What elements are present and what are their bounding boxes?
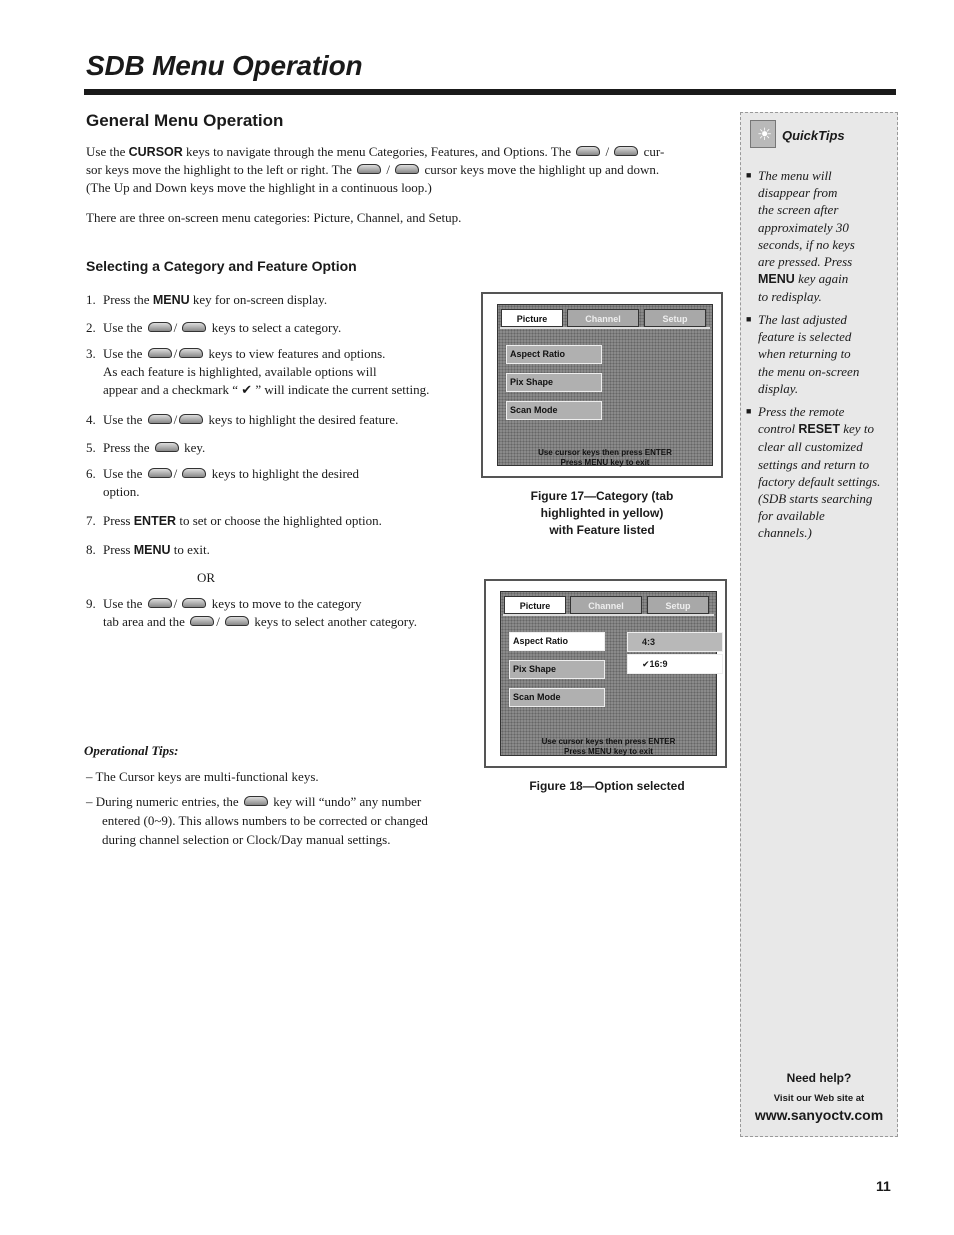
- step-3: [86, 345, 429, 399]
- intro-paragraph: [86, 143, 716, 197]
- up-key-icon: [148, 414, 172, 424]
- figure-18-screenshot: [484, 579, 727, 768]
- text: key to: [840, 421, 874, 437]
- right-key-icon: [614, 146, 638, 156]
- text: cur-: [643, 144, 665, 159]
- text: /: [173, 466, 178, 481]
- text: display.: [758, 380, 799, 396]
- tab-picture: Picture: [501, 309, 563, 327]
- tab-channel: Channel: [570, 596, 642, 614]
- menu-key-label: MENU: [152, 293, 190, 307]
- up-key-icon: [148, 348, 172, 358]
- text: sor keys move the highlight to the left or right. The: [86, 162, 352, 177]
- step-9: [86, 595, 417, 631]
- text: /: [386, 162, 390, 177]
- text: keys to navigate through the menu Categories, Features, and Options. The: [182, 144, 572, 159]
- text: when returning to: [758, 346, 851, 362]
- tab-picture: Picture: [504, 596, 566, 614]
- operational-tips-heading: Operational Tips:: [84, 743, 179, 758]
- right-key-icon: [225, 616, 249, 626]
- lightbulb-icon: ☀: [750, 120, 776, 148]
- help-text: Visit our Web site at: [773, 1093, 865, 1104]
- down-key-icon: [182, 468, 206, 478]
- down-key-icon: [395, 164, 419, 174]
- menu-screen: [500, 591, 717, 756]
- need-help-heading: Need help?: [786, 1071, 852, 1085]
- up-key-icon: [357, 164, 381, 174]
- feature-pix-shape: Pix Shape: [506, 373, 602, 392]
- feature-aspect-ratio: Aspect Ratio: [506, 345, 602, 364]
- figure-18-caption: Figure 18—Option selected: [529, 779, 685, 793]
- text: Press: [103, 513, 134, 528]
- text: to set or choose the highlighted option.: [176, 513, 382, 528]
- step-8: [86, 541, 210, 559]
- feature-scan-mode: Scan Mode: [506, 401, 602, 420]
- text: to redisplay.: [758, 289, 822, 305]
- step-number: 9.: [86, 596, 96, 611]
- caption-line: Figure 17—Category (tab: [530, 489, 674, 503]
- step-number: 5.: [86, 440, 96, 455]
- website-link[interactable]: www.sanyoctv.com: [754, 1107, 884, 1123]
- quicktip-3: [746, 403, 898, 542]
- text: /: [173, 346, 178, 361]
- text: Press the: [103, 440, 150, 455]
- text: Press the: [103, 292, 153, 307]
- bullet-icon: ■: [746, 170, 752, 180]
- text: the menu on-screen: [758, 363, 860, 379]
- reset-key-label: RESET: [798, 422, 841, 437]
- step-2: [86, 319, 341, 337]
- operational-tip-2: [86, 792, 428, 849]
- text: Use the: [86, 144, 129, 159]
- text: clear all customized: [758, 439, 863, 455]
- text: are pressed. Press: [758, 254, 853, 270]
- text: Use the: [103, 466, 143, 481]
- undo-key-icon: [244, 796, 268, 806]
- text: Use the: [103, 320, 143, 335]
- menu-key-label: MENU: [758, 272, 795, 287]
- text: key again: [794, 271, 849, 287]
- caption-line: highlighted in yellow): [540, 506, 664, 520]
- menu-key-label: MENU: [133, 543, 171, 557]
- step-number: 1.: [86, 292, 96, 307]
- up-key-icon: [148, 598, 172, 608]
- tab-underline: [503, 614, 714, 616]
- option-4-3: 4:3: [627, 632, 723, 652]
- down-key-icon: [179, 348, 203, 358]
- step-5: [86, 439, 205, 457]
- right-key-icon: [155, 442, 179, 452]
- text: Press the remote: [758, 404, 845, 419]
- text: the screen after: [758, 202, 839, 218]
- text: for available: [758, 508, 825, 524]
- tab-setup: Setup: [647, 596, 709, 614]
- text: option.: [103, 484, 140, 499]
- sub-heading: Selecting a Category and Feature Option: [86, 258, 357, 274]
- text: As each feature is highlighted, available options will: [103, 364, 377, 379]
- text: keys to select a category.: [211, 320, 342, 335]
- figure-17-screenshot: [481, 292, 723, 478]
- page-number: 11: [876, 1178, 891, 1194]
- step-number: 4.: [86, 412, 96, 427]
- quicktips-sidebar: [740, 112, 898, 1137]
- intro-line-1: [86, 143, 716, 161]
- step-4: [86, 411, 398, 429]
- text: key for on-screen display.: [189, 292, 328, 307]
- feature-scan-mode: Scan Mode: [509, 688, 605, 707]
- menu-hint-2: Press MENU key to exit: [560, 458, 650, 467]
- text: control: [758, 421, 799, 437]
- quicktip-1: [746, 167, 898, 306]
- text: to exit.: [170, 542, 210, 557]
- step-7: [86, 512, 382, 530]
- text: cursor keys move the highlight up and down.: [424, 162, 660, 177]
- text: /: [605, 144, 610, 159]
- text: keys to select another category.: [254, 614, 417, 629]
- down-key-icon: [179, 414, 203, 424]
- up-key-icon: [148, 468, 172, 478]
- text: feature is selected: [758, 329, 852, 345]
- title-rule: [84, 89, 896, 95]
- enter-key-label: ENTER: [133, 514, 177, 528]
- left-key-icon: [148, 322, 172, 332]
- quicktip-2: [746, 311, 898, 397]
- left-key-icon: [576, 146, 600, 156]
- text: tab area and the: [103, 614, 185, 629]
- intro-line-2: [86, 161, 716, 179]
- text: /: [216, 614, 220, 629]
- menu-hint-1: Use cursor keys then press ENTER: [538, 448, 672, 457]
- text: channels.): [758, 525, 812, 541]
- cursor-key-label: CURSOR: [128, 145, 183, 159]
- option-16-9: ✔16:9: [627, 654, 723, 674]
- or-separator: OR: [197, 570, 216, 585]
- text: during channel selection or Clock/Day manual settings.: [102, 832, 391, 847]
- step-6: [86, 465, 359, 501]
- tab-underline: [500, 327, 710, 329]
- step-number: 6.: [86, 466, 96, 481]
- text: settings and return to: [758, 456, 870, 472]
- text: entered (0~9). This allows numbers to be corrected or changed: [102, 813, 428, 828]
- step-number: 8.: [86, 542, 96, 557]
- text: keys to highlight the desired: [211, 466, 360, 481]
- down-key-icon: [182, 598, 206, 608]
- text: The menu will: [758, 168, 832, 183]
- bullet-icon: ■: [746, 406, 752, 416]
- text: seconds, if no keys: [758, 236, 855, 252]
- bullet-icon: ■: [746, 314, 752, 324]
- tab-channel: Channel: [567, 309, 639, 327]
- categories-paragraph: There are three on-screen menu categories: Picture, Channel, and Setup.: [86, 210, 462, 225]
- text: Use the: [103, 346, 143, 361]
- text: /: [173, 412, 178, 427]
- text: key will “undo” any number: [273, 794, 422, 809]
- feature-pix-shape: Pix Shape: [509, 660, 605, 679]
- menu-screen: [497, 304, 713, 466]
- text: disappear from: [758, 185, 838, 201]
- text: /: [173, 320, 178, 335]
- caption-line: with Feature listed: [549, 523, 655, 537]
- intro-line-3: (The Up and Down keys move the highlight in a continuous loop.): [86, 180, 432, 195]
- text: appear and a checkmark “ ✔ ” will indicate the current setting.: [103, 382, 430, 397]
- step-number: 7.: [86, 513, 96, 528]
- feature-aspect-ratio: Aspect Ratio: [509, 632, 605, 651]
- page-title: SDB Menu Operation: [86, 50, 363, 81]
- step-number: 3.: [86, 346, 96, 361]
- menu-hint-1: Use cursor keys then press ENTER: [541, 737, 676, 746]
- text: factory default settings.: [758, 473, 881, 489]
- figure-17-caption: [481, 488, 723, 539]
- text: keys to highlight the desired feature.: [208, 412, 399, 427]
- menu-hint-2: Press MENU key to exit: [564, 747, 653, 756]
- text: The last adjusted: [758, 312, 847, 327]
- operational-tip-1: – The Cursor keys are multi-functional keys.: [86, 769, 319, 784]
- step-number: 2.: [86, 320, 96, 335]
- text: – During numeric entries, the: [86, 794, 239, 809]
- text: keys to view features and options.: [208, 346, 386, 361]
- text: keys to move to the category: [211, 596, 362, 611]
- text: approximately 30: [758, 219, 849, 235]
- right-key-icon: [182, 322, 206, 332]
- section-heading: General Menu Operation: [86, 111, 284, 130]
- text: (SDB starts searching: [758, 491, 873, 507]
- step-1: [86, 291, 327, 309]
- text: Use the: [103, 412, 143, 427]
- text: Press: [103, 542, 134, 557]
- text: key.: [184, 440, 206, 455]
- text: /: [173, 596, 178, 611]
- text: Use the: [103, 596, 143, 611]
- left-key-icon: [190, 616, 214, 626]
- tab-setup: Setup: [644, 309, 706, 327]
- quicktips-title: QuickTips: [782, 128, 845, 143]
